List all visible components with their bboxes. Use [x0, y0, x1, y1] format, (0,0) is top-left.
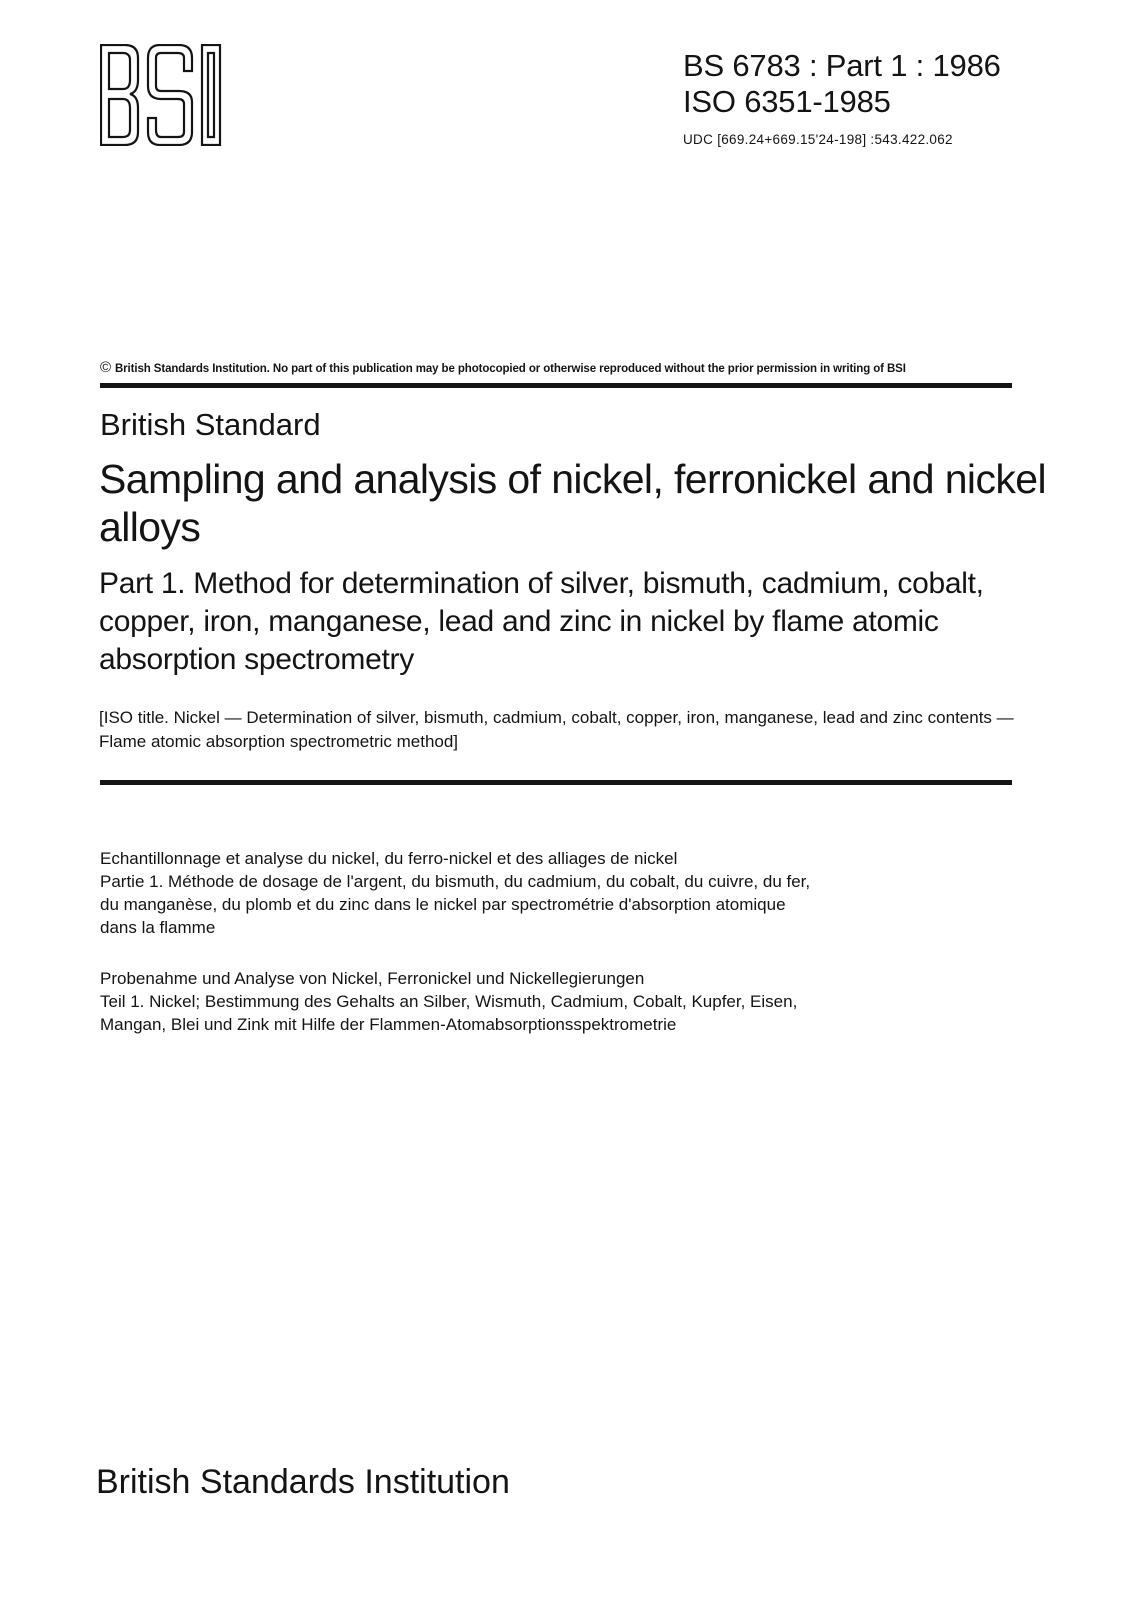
- copyright-symbol: ©: [100, 359, 111, 376]
- document-subtitle: Part 1. Method for determination of silver, bismuth, cadmium, cobalt, copper, iron, manganese, lead and zinc in nickel by flame atomic absorption spectrometry: [99, 567, 984, 676]
- german-line: Teil 1. Nickel; Bestimmung des Gehalts an Silber, Wismuth, Cadmium, Cobalt, Kupfer, Eisen,: [100, 992, 798, 1011]
- french-title-block: [100, 847, 1020, 939]
- publisher-footer: British Standards Institution: [96, 1463, 510, 1501]
- divider-top: [100, 383, 1012, 388]
- bsi-logo: [100, 44, 226, 151]
- copyright-notice: [100, 359, 906, 376]
- french-line: du manganèse, du plomb et du zinc dans le nickel par spectrométrie d'absorption atomique: [100, 895, 786, 914]
- german-title-block: [100, 967, 1020, 1036]
- standard-number: BS 6783 : Part 1 : 1986: [683, 48, 1001, 83]
- iso-number: ISO 6351-1985: [683, 84, 891, 119]
- udc-classification: UDC [669.24+669.15'24-198] :543.422.062: [683, 132, 953, 147]
- document-type-label: British Standard: [100, 407, 321, 442]
- german-line: Probenahme und Analyse von Nickel, Ferronickel und Nickellegierungen: [100, 969, 645, 988]
- iso-title: [ISO title. Nickel — Determination of silver, bismuth, cadmium, cobalt, copper, iron, manganese, lead and zinc contents — Flame atomic absorption spectrometric method]: [99, 708, 1014, 751]
- french-line: Echantillonnage et analyse du nickel, du ferro-nickel et des alliages de nickel: [100, 849, 678, 868]
- document-title: Sampling and analysis of nickel, ferronickel and nickel alloys: [99, 456, 1046, 550]
- copyright-text: British Standards Institution. No part of this publication may be photocopied or otherwise reproduced without the prior permission in writing of BSI: [114, 363, 906, 375]
- french-line: dans la flamme: [100, 918, 216, 937]
- german-line: Mangan, Blei und Zink mit Hilfe der Flammen-Atomabsorptionsspektrometrie: [100, 1015, 677, 1034]
- bsi-logo-graphic: [100, 44, 226, 146]
- french-line: Partie 1. Méthode de dosage de l'argent, du bismuth, du cadmium, du cobalt, du cuivre, du fer,: [100, 872, 811, 891]
- divider-bottom: [100, 780, 1012, 785]
